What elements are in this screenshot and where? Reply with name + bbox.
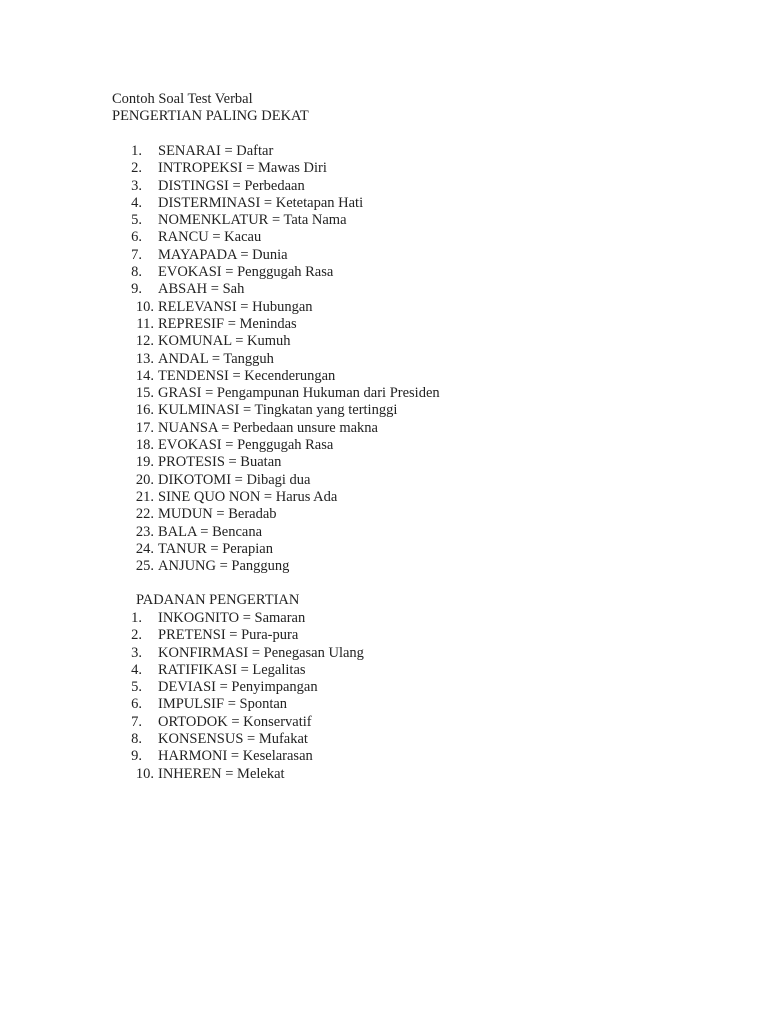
list-item-text: ORTODOK = Konservatif [158,713,312,730]
list-item-number: 14. [135,367,154,384]
list-item-number: 2. [131,160,142,177]
list-item-text: PRETENSI = Pura-pura [158,627,299,644]
list-item-number: 4. [131,194,142,211]
list-item-number: 19. [135,454,154,471]
list-item-text: RATIFIKASI = Legalitas [158,661,306,678]
list-item-number: 16. [135,402,154,419]
list-item-text: NOMENKLATUR = Tata Nama [158,212,347,229]
list-item-text: KOMUNAL = Kumuh [158,333,291,350]
list-item-text: INHEREN = Melekat [158,765,285,782]
list-item-text: HARMONI = Keselarasan [158,748,313,765]
list-item-number: 7. [131,246,142,263]
list-item-number: 7. [131,713,142,730]
list-item-text: DEVIASI = Penyimpangan [158,679,318,696]
list-item-number: 2. [131,627,142,644]
list-item-number: 1. [131,143,142,159]
list-item-text: MUDUN = Beradab [158,506,277,523]
list-item-text: DIKOTOMI = Dibagi dua [158,471,311,488]
list-item-text: RELEVANSI = Hubungan [158,298,313,315]
list-item-text: RANCU = Kacau [158,229,262,246]
list-item-number: 11. [136,315,154,332]
list-item-text: SINE QUO NON = Harus Ada [158,488,338,505]
list-item-text: TENDENSI = Kecenderungan [158,367,336,384]
list-item-text: EVOKASI = Penggugah Rasa [158,264,334,281]
document-title: Contoh Soal Test Verbal [112,91,253,107]
list-item-number: 18. [135,437,154,454]
list-item-text: SENARAI = Daftar [158,143,274,159]
list-item-text: ANDAL = Tangguh [158,350,274,367]
list-item-text: ANJUNG = Panggung [158,558,290,575]
list-item-number: 9. [131,281,142,298]
list-item-number: 8. [131,264,142,281]
list-item-number: 23. [135,523,154,540]
list-item-number: 20. [135,471,154,488]
list-item-number: 25. [135,558,154,575]
list-item-text: KONFIRMASI = Penegasan Ulang [158,644,364,661]
list-item-number: 21. [135,488,154,505]
list-item-number: 8. [131,731,142,748]
section-2-title: PADANAN PENGERTIAN [136,592,300,608]
list-item-text: INTROPEKSI = Mawas Diri [158,160,327,177]
list-item-text: GRASI = Pengampunan Hukuman dari Presiden [158,385,440,402]
list-item-number: 13. [135,350,154,367]
list-item-number: 3. [131,644,142,661]
list-item-number: 4. [131,661,142,678]
list-item-text: INKOGNITO = Samaran [158,610,306,626]
list-item-number: 10. [135,298,154,315]
list-item-number: 10. [135,765,154,782]
list-item-number: 22. [135,506,154,523]
list-item-number: 1. [131,610,142,626]
list-item-text: DISTINGSI = Perbedaan [158,177,305,194]
list-item-number: 9. [131,748,142,765]
list-item-text: DISTERMINASI = Ketetapan Hati [158,194,364,211]
list-item-number: 6. [131,696,142,713]
list-item-text: PROTESIS = Buatan [158,454,282,471]
list-item-text: NUANSA = Perbedaan unsure makna [158,419,378,436]
list-item-number: 24. [135,540,154,557]
section-1-title: PENGERTIAN PALING DEKAT [112,108,309,124]
list-item-number: 5. [131,212,142,229]
list-item-text: ABSAH = Sah [158,281,245,298]
list-item-number: 6. [131,229,142,246]
list-item-text: BALA = Bencana [158,523,263,540]
list-item-text: TANUR = Perapian [158,540,273,557]
list-item-number: 5. [131,679,142,696]
list-item-text: MAYAPADA = Dunia [158,246,288,263]
list-item-number: 12. [135,333,154,350]
list-item-text: KONSENSUS = Mufakat [158,731,308,748]
list-item-text: REPRESIF = Menindas [158,315,297,332]
list-item-text: EVOKASI = Penggugah Rasa [158,437,334,454]
list-item-number: 15. [135,385,154,402]
list-item-text: IMPULSIF = Spontan [158,696,288,713]
list-item-number: 17. [135,419,154,436]
list-item-number: 3. [131,177,142,194]
list-item-text: KULMINASI = Tingkatan yang tertinggi [158,402,398,419]
